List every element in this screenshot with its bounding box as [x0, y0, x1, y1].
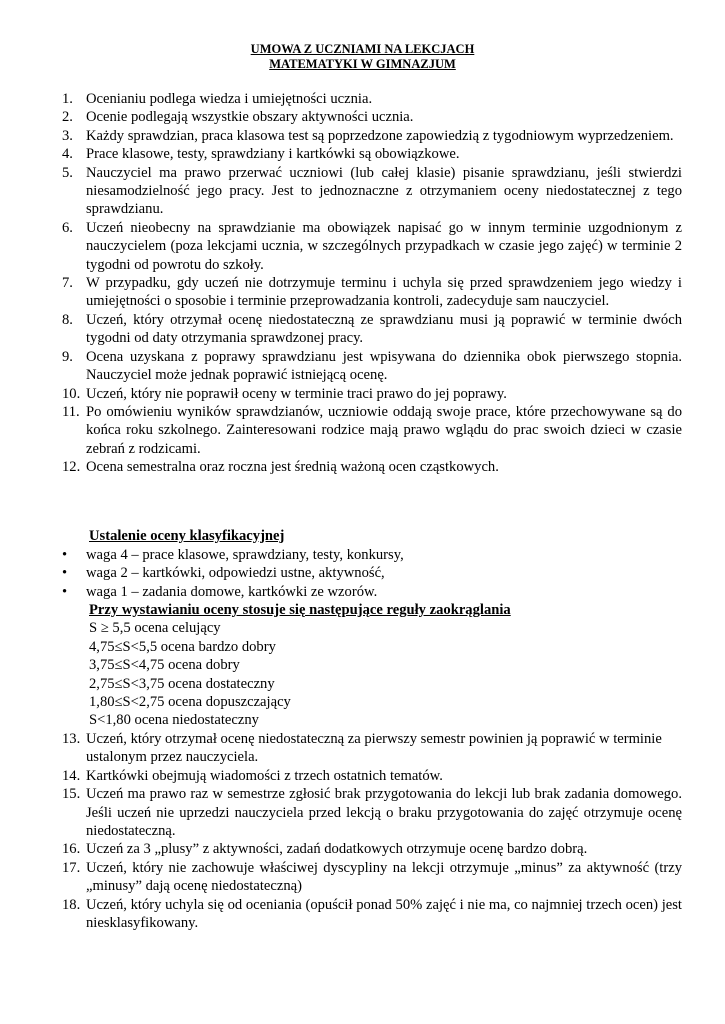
- list-item: 11. Po omówieniu wyników sprawdzianów, uczniowie oddają swoje prace, które przechowywane są do końca roku szkolnego. Zainteresowani rodzice mają prawo wglądu do prac swoich dzieci w czasie zebrań z rodzicami.: [62, 403, 682, 457]
- weights-list: [62, 546, 682, 601]
- list-item: 9. Ocena uzyskana z poprawy sprawdzianu jest wpisywana do dziennika obok pierwszego stopnia. Nauczyciel może jednak poprawić istniejącą ocenę.: [62, 348, 682, 384]
- rule-line: 3,75≤S<4,75 ocena dobry: [89, 657, 240, 674]
- rule-line: 1,80≤S<2,75 ocena dopuszczający: [89, 694, 291, 711]
- rounding-rules: [89, 601, 511, 730]
- list-item: 7. W przypadku, gdy uczeń nie dotrzymuje terminu i uchyla się przed sprawdzeniem jego wiedzy i umiejętności o sposobie i terminie przeprowadzania kontroli, zadecyduje sam nauczyciel.: [62, 275, 682, 310]
- list-item: 15. Uczeń ma prawo raz w semestrze zgłosić brak przygotowania do lekcji lub brak zadania domowego. Jeśli uczeń nie uprzedzi nauczyciela przed lekcją o braku przygotowania do zajęć otrzymuje ocenę niedostateczną.: [62, 786, 682, 840]
- rule-line: S ≥ 5,5 ocena celujący: [89, 620, 221, 637]
- bullet-icon: •: [62, 565, 68, 582]
- list-item: 8. Uczeń, który otrzymał ocenę niedostateczną ze sprawdzianu musi ją poprawić w terminie dwóch tygodni od daty otrzymania sprawdzonej pracy.: [62, 311, 682, 347]
- rule-line: 4,75≤S<5,5 ocena bardzo dobry: [89, 638, 276, 655]
- rule-line: 2,75≤S<3,75 ocena dostateczny: [89, 675, 275, 692]
- list-item: 10. Uczeń, który nie poprawił oceny w terminie traci prawo do jej poprawy.: [62, 385, 507, 402]
- doc-title-line1: UMOWA Z UCZNIAMI NA LEKCJACH: [250, 42, 475, 56]
- rules-list-a: [62, 90, 682, 477]
- list-item: 17. Uczeń, który nie zachowuje właściwej dyscypliny na lekcji otrzymuje „minus” za aktywność (trzy „minusy” dają ocenę niedostateczną): [62, 859, 682, 895]
- list-item: 5. Nauczyciel ma prawo przerwać uczniowi (lub całej klasie) pisanie sprawdzianu, jeśli stwierdzi niesamodzielność jego pracy. Jest to jednoznaczne z otrzymaniem oceny niedostatecznej z tego sprawdzianu.: [62, 164, 682, 218]
- list-item: 14. Kartkówki obejmują wiadomości z trzech ostatnich tematów.: [62, 767, 443, 784]
- list-item: • waga 1 – zadania domowe, kartkówki ze wzorów.: [62, 583, 378, 600]
- list-item: 1. Ocenianiu podlega wiedza i umiejętności ucznia.: [62, 91, 373, 107]
- doc-title-line2: MATEMATYKI W GIMNAZJUM: [269, 57, 456, 71]
- list-item: 4. Prace klasowe, testy, sprawdziany i kartkówki są obowiązkowe.: [62, 146, 460, 163]
- list-item: 6. Uczeń nieobecny na sprawdzianie ma obowiązek napisać go w innym terminie uzgodnionym z nauczycielem (poza lekcjami ucznia, w szczególnych przypadkach w czasie jego zajęć) w terminie 2 tygodni od powrotu do szkoły.: [62, 219, 682, 273]
- list-item: 18. Uczeń, który uchyla się od oceniania (opuścił ponad 50% zajęć i nie ma, co najmniej trzech ocen) jest niesklasyfikowany.: [62, 896, 682, 932]
- list-item: 12. Ocena semestralna oraz roczna jest średnią ważoną ocen cząstkowych.: [62, 459, 499, 476]
- bullet-icon: •: [62, 583, 68, 600]
- section-heading: Ustalenie oceny klasyfikacyjnej: [89, 528, 285, 544]
- list-item: • waga 4 – prace klasowe, sprawdziany, testy, konkursy,: [62, 547, 404, 563]
- rule-line: S<1,80 ocena niedostateczny: [89, 712, 259, 729]
- bullet-icon: •: [62, 547, 68, 563]
- rules-heading: Przy wystawianiu oceny stosuje się następujące reguły zaokrąglania: [89, 602, 511, 618]
- list-item: 3. Każdy sprawdzian, praca klasowa test są poprzedzone zapowiedzią z tygodniowym wyprzedzeniem.: [62, 127, 674, 144]
- list-item: • waga 2 – kartkówki, odpowiedzi ustne, aktywność,: [62, 565, 385, 582]
- rules-list-b: [62, 730, 682, 932]
- list-item: 2. Ocenie podlegają wszystkie obszary aktywności ucznia.: [62, 109, 414, 126]
- list-item: 16. Uczeń za 3 „plusy” z aktywności, zadań dodatkowych otrzymuje ocenę bardzo dobrą.: [62, 841, 588, 858]
- list-item: 13. Uczeń, który otrzymał ocenę niedostateczną za pierwszy semestr powinien ją poprawić w terminie ustalonym przez nauczyciela.: [62, 731, 662, 766]
